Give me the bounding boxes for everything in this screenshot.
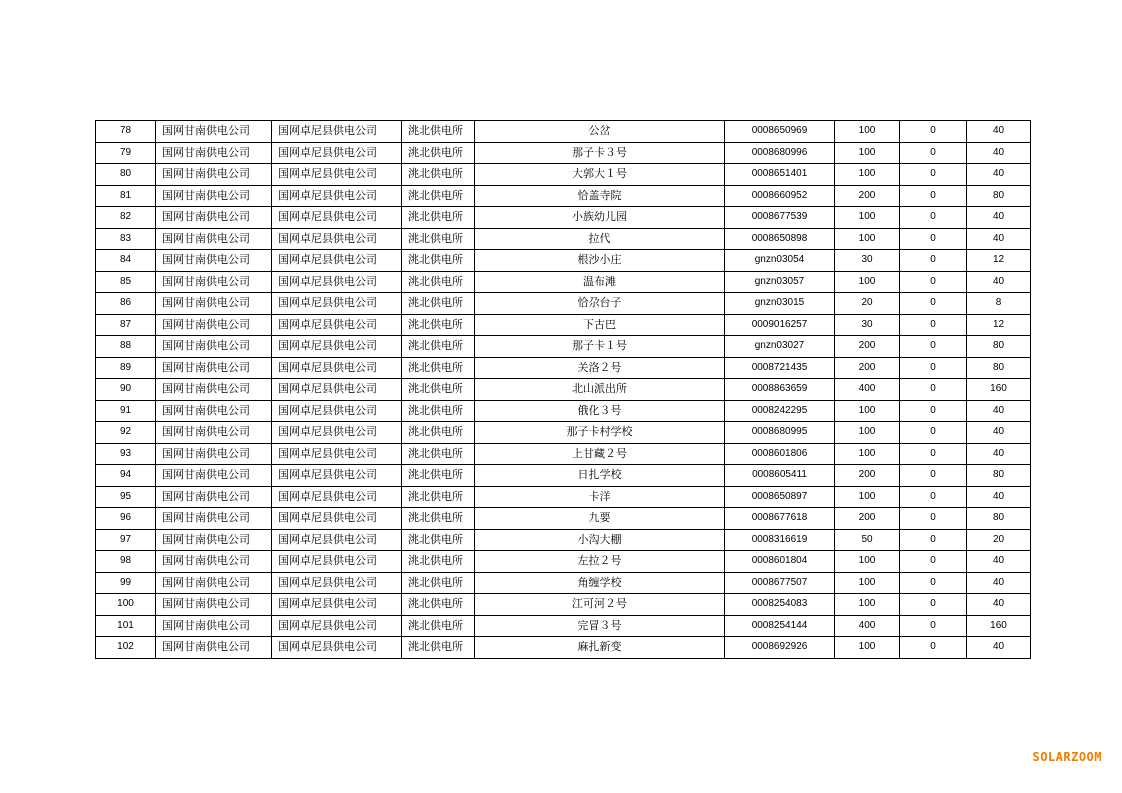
cell-row-index: 99 bbox=[96, 572, 156, 594]
cell-capacity: 200 bbox=[835, 357, 900, 379]
cell-province-company: 国网甘南供电公司 bbox=[156, 529, 272, 551]
cell-supply-station: 洮北供电所 bbox=[402, 250, 475, 272]
cell-supply-station: 洮北供电所 bbox=[402, 121, 475, 143]
cell-site-name: 那子卡３号 bbox=[475, 142, 725, 164]
table-row bbox=[96, 465, 1031, 487]
table-row bbox=[96, 529, 1031, 551]
cell-province-company: 国网甘南供电公司 bbox=[156, 486, 272, 508]
cell-supply-station: 洮北供电所 bbox=[402, 164, 475, 186]
cell-capacity: 100 bbox=[835, 271, 900, 293]
cell-capacity: 100 bbox=[835, 121, 900, 143]
cell-site-name: 温布滩 bbox=[475, 271, 725, 293]
table-row bbox=[96, 271, 1031, 293]
cell-province-company: 国网甘南供电公司 bbox=[156, 121, 272, 143]
table-row bbox=[96, 379, 1031, 401]
cell-meter-code: 0008650898 bbox=[725, 228, 835, 250]
cell-value-zero: 0 bbox=[900, 443, 967, 465]
cell-row-index: 94 bbox=[96, 465, 156, 487]
cell-capacity: 100 bbox=[835, 422, 900, 444]
cell-county-company: 国网卓尼县供电公司 bbox=[272, 314, 402, 336]
cell-province-company: 国网甘南供电公司 bbox=[156, 615, 272, 637]
cell-row-index: 102 bbox=[96, 637, 156, 659]
cell-capacity: 200 bbox=[835, 185, 900, 207]
cell-site-name: 北山派出所 bbox=[475, 379, 725, 401]
cell-province-company: 国网甘南供电公司 bbox=[156, 637, 272, 659]
cell-site-name: 关洛２号 bbox=[475, 357, 725, 379]
cell-amount: 40 bbox=[967, 271, 1031, 293]
cell-province-company: 国网甘南供电公司 bbox=[156, 250, 272, 272]
cell-site-name: 那子卡村学校 bbox=[475, 422, 725, 444]
cell-county-company: 国网卓尼县供电公司 bbox=[272, 164, 402, 186]
cell-meter-code: 0008677618 bbox=[725, 508, 835, 530]
cell-row-index: 100 bbox=[96, 594, 156, 616]
cell-amount: 40 bbox=[967, 142, 1031, 164]
cell-meter-code: 0008605411 bbox=[725, 465, 835, 487]
cell-amount: 80 bbox=[967, 508, 1031, 530]
cell-capacity: 30 bbox=[835, 250, 900, 272]
cell-county-company: 国网卓尼县供电公司 bbox=[272, 443, 402, 465]
cell-amount: 40 bbox=[967, 551, 1031, 573]
cell-value-zero: 0 bbox=[900, 271, 967, 293]
cell-value-zero: 0 bbox=[900, 250, 967, 272]
table-row bbox=[96, 615, 1031, 637]
cell-supply-station: 洮北供电所 bbox=[402, 443, 475, 465]
cell-supply-station: 洮北供电所 bbox=[402, 228, 475, 250]
cell-row-index: 95 bbox=[96, 486, 156, 508]
cell-value-zero: 0 bbox=[900, 529, 967, 551]
cell-county-company: 国网卓尼县供电公司 bbox=[272, 271, 402, 293]
cell-amount: 80 bbox=[967, 465, 1031, 487]
table-row bbox=[96, 572, 1031, 594]
cell-value-zero: 0 bbox=[900, 314, 967, 336]
cell-capacity: 100 bbox=[835, 400, 900, 422]
cell-amount: 40 bbox=[967, 121, 1031, 143]
cell-meter-code: 0008721435 bbox=[725, 357, 835, 379]
cell-capacity: 400 bbox=[835, 379, 900, 401]
cell-supply-station: 洮北供电所 bbox=[402, 336, 475, 358]
cell-capacity: 100 bbox=[835, 637, 900, 659]
cell-value-zero: 0 bbox=[900, 379, 967, 401]
cell-province-company: 国网甘南供电公司 bbox=[156, 508, 272, 530]
cell-row-index: 89 bbox=[96, 357, 156, 379]
data-table bbox=[95, 120, 1031, 659]
cell-province-company: 国网甘南供电公司 bbox=[156, 293, 272, 315]
cell-meter-code: 0008254144 bbox=[725, 615, 835, 637]
cell-amount: 40 bbox=[967, 637, 1031, 659]
cell-supply-station: 洮北供电所 bbox=[402, 271, 475, 293]
table-row bbox=[96, 142, 1031, 164]
table-row bbox=[96, 443, 1031, 465]
cell-value-zero: 0 bbox=[900, 336, 967, 358]
cell-province-company: 国网甘南供电公司 bbox=[156, 336, 272, 358]
cell-meter-code: gnzn03054 bbox=[725, 250, 835, 272]
cell-site-name: 九要 bbox=[475, 508, 725, 530]
cell-capacity: 20 bbox=[835, 293, 900, 315]
cell-county-company: 国网卓尼县供电公司 bbox=[272, 207, 402, 229]
cell-amount: 40 bbox=[967, 228, 1031, 250]
cell-site-name: 完冒３号 bbox=[475, 615, 725, 637]
cell-meter-code: 0009016257 bbox=[725, 314, 835, 336]
cell-site-name: 角缠学校 bbox=[475, 572, 725, 594]
cell-province-company: 国网甘南供电公司 bbox=[156, 422, 272, 444]
cell-province-company: 国网甘南供电公司 bbox=[156, 400, 272, 422]
cell-supply-station: 洮北供电所 bbox=[402, 422, 475, 444]
cell-meter-code: 0008660952 bbox=[725, 185, 835, 207]
cell-amount: 40 bbox=[967, 443, 1031, 465]
cell-value-zero: 0 bbox=[900, 228, 967, 250]
cell-supply-station: 洮北供电所 bbox=[402, 400, 475, 422]
cell-site-name: 日扎学校 bbox=[475, 465, 725, 487]
cell-meter-code: 0008692926 bbox=[725, 637, 835, 659]
table-row bbox=[96, 594, 1031, 616]
cell-amount: 80 bbox=[967, 185, 1031, 207]
cell-capacity: 400 bbox=[835, 615, 900, 637]
cell-row-index: 93 bbox=[96, 443, 156, 465]
cell-amount: 40 bbox=[967, 594, 1031, 616]
cell-province-company: 国网甘南供电公司 bbox=[156, 551, 272, 573]
cell-amount: 40 bbox=[967, 400, 1031, 422]
cell-amount: 40 bbox=[967, 422, 1031, 444]
cell-site-name: 恰尕台子 bbox=[475, 293, 725, 315]
cell-province-company: 国网甘南供电公司 bbox=[156, 572, 272, 594]
cell-row-index: 86 bbox=[96, 293, 156, 315]
cell-supply-station: 洮北供电所 bbox=[402, 594, 475, 616]
cell-value-zero: 0 bbox=[900, 293, 967, 315]
cell-province-company: 国网甘南供电公司 bbox=[156, 207, 272, 229]
cell-meter-code: 0008680995 bbox=[725, 422, 835, 444]
cell-county-company: 国网卓尼县供电公司 bbox=[272, 594, 402, 616]
cell-capacity: 100 bbox=[835, 443, 900, 465]
cell-row-index: 92 bbox=[96, 422, 156, 444]
cell-value-zero: 0 bbox=[900, 486, 967, 508]
cell-province-company: 国网甘南供电公司 bbox=[156, 142, 272, 164]
cell-county-company: 国网卓尼县供电公司 bbox=[272, 357, 402, 379]
cell-capacity: 100 bbox=[835, 572, 900, 594]
cell-county-company: 国网卓尼县供电公司 bbox=[272, 379, 402, 401]
cell-row-index: 81 bbox=[96, 185, 156, 207]
cell-capacity: 100 bbox=[835, 228, 900, 250]
cell-county-company: 国网卓尼县供电公司 bbox=[272, 400, 402, 422]
table-row bbox=[96, 293, 1031, 315]
cell-row-index: 87 bbox=[96, 314, 156, 336]
cell-meter-code: 0008601806 bbox=[725, 443, 835, 465]
cell-capacity: 100 bbox=[835, 551, 900, 573]
cell-amount: 40 bbox=[967, 486, 1031, 508]
cell-meter-code: 0008316619 bbox=[725, 529, 835, 551]
cell-capacity: 100 bbox=[835, 164, 900, 186]
cell-amount: 160 bbox=[967, 379, 1031, 401]
cell-value-zero: 0 bbox=[900, 142, 967, 164]
cell-meter-code: gnzn03027 bbox=[725, 336, 835, 358]
cell-capacity: 200 bbox=[835, 465, 900, 487]
cell-site-name: 左拉２号 bbox=[475, 551, 725, 573]
cell-province-company: 国网甘南供电公司 bbox=[156, 379, 272, 401]
cell-county-company: 国网卓尼县供电公司 bbox=[272, 250, 402, 272]
cell-supply-station: 洮北供电所 bbox=[402, 615, 475, 637]
cell-value-zero: 0 bbox=[900, 615, 967, 637]
cell-province-company: 国网甘南供电公司 bbox=[156, 465, 272, 487]
cell-meter-code: 0008601804 bbox=[725, 551, 835, 573]
cell-value-zero: 0 bbox=[900, 121, 967, 143]
cell-amount: 160 bbox=[967, 615, 1031, 637]
cell-site-name: 江可河２号 bbox=[475, 594, 725, 616]
cell-province-company: 国网甘南供电公司 bbox=[156, 228, 272, 250]
cell-meter-code: gnzn03015 bbox=[725, 293, 835, 315]
table-row bbox=[96, 121, 1031, 143]
cell-meter-code: 0008651401 bbox=[725, 164, 835, 186]
cell-site-name: 恰盖寺院 bbox=[475, 185, 725, 207]
cell-capacity: 30 bbox=[835, 314, 900, 336]
cell-value-zero: 0 bbox=[900, 185, 967, 207]
cell-province-company: 国网甘南供电公司 bbox=[156, 271, 272, 293]
cell-province-company: 国网甘南供电公司 bbox=[156, 594, 272, 616]
cell-supply-station: 洮北供电所 bbox=[402, 465, 475, 487]
table-row bbox=[96, 164, 1031, 186]
cell-amount: 12 bbox=[967, 250, 1031, 272]
cell-site-name: 麻扎新变 bbox=[475, 637, 725, 659]
table-body bbox=[96, 121, 1031, 659]
cell-supply-station: 洮北供电所 bbox=[402, 508, 475, 530]
cell-value-zero: 0 bbox=[900, 164, 967, 186]
cell-site-name: 小族幼儿园 bbox=[475, 207, 725, 229]
cell-province-company: 国网甘南供电公司 bbox=[156, 443, 272, 465]
cell-site-name: 上甘藏２号 bbox=[475, 443, 725, 465]
table-row bbox=[96, 207, 1031, 229]
cell-capacity: 100 bbox=[835, 207, 900, 229]
table-row bbox=[96, 486, 1031, 508]
cell-site-name: 那子卡１号 bbox=[475, 336, 725, 358]
cell-site-name: 小沟大棚 bbox=[475, 529, 725, 551]
cell-province-company: 国网甘南供电公司 bbox=[156, 357, 272, 379]
cell-supply-station: 洮北供电所 bbox=[402, 551, 475, 573]
cell-meter-code: 0008863659 bbox=[725, 379, 835, 401]
table-row bbox=[96, 551, 1031, 573]
cell-county-company: 国网卓尼县供电公司 bbox=[272, 572, 402, 594]
cell-row-index: 83 bbox=[96, 228, 156, 250]
cell-meter-code: 0008650897 bbox=[725, 486, 835, 508]
cell-county-company: 国网卓尼县供电公司 bbox=[272, 422, 402, 444]
cell-value-zero: 0 bbox=[900, 422, 967, 444]
cell-amount: 8 bbox=[967, 293, 1031, 315]
cell-row-index: 84 bbox=[96, 250, 156, 272]
cell-row-index: 88 bbox=[96, 336, 156, 358]
cell-value-zero: 0 bbox=[900, 551, 967, 573]
cell-value-zero: 0 bbox=[900, 572, 967, 594]
cell-row-index: 79 bbox=[96, 142, 156, 164]
cell-supply-station: 洮北供电所 bbox=[402, 142, 475, 164]
cell-site-name: 下古巴 bbox=[475, 314, 725, 336]
cell-site-name: 公岔 bbox=[475, 121, 725, 143]
cell-county-company: 国网卓尼县供电公司 bbox=[272, 529, 402, 551]
cell-supply-station: 洮北供电所 bbox=[402, 314, 475, 336]
cell-row-index: 85 bbox=[96, 271, 156, 293]
cell-value-zero: 0 bbox=[900, 400, 967, 422]
table-row bbox=[96, 185, 1031, 207]
cell-site-name: 大郭大１号 bbox=[475, 164, 725, 186]
cell-county-company: 国网卓尼县供电公司 bbox=[272, 228, 402, 250]
cell-county-company: 国网卓尼县供电公司 bbox=[272, 293, 402, 315]
cell-capacity: 100 bbox=[835, 486, 900, 508]
cell-value-zero: 0 bbox=[900, 207, 967, 229]
cell-county-company: 国网卓尼县供电公司 bbox=[272, 142, 402, 164]
cell-county-company: 国网卓尼县供电公司 bbox=[272, 486, 402, 508]
cell-amount: 40 bbox=[967, 164, 1031, 186]
cell-meter-code: 0008677507 bbox=[725, 572, 835, 594]
cell-site-name: 俄化３号 bbox=[475, 400, 725, 422]
cell-supply-station: 洮北供电所 bbox=[402, 357, 475, 379]
cell-county-company: 国网卓尼县供电公司 bbox=[272, 121, 402, 143]
cell-capacity: 50 bbox=[835, 529, 900, 551]
table-row bbox=[96, 357, 1031, 379]
cell-row-index: 96 bbox=[96, 508, 156, 530]
cell-supply-station: 洮北供电所 bbox=[402, 379, 475, 401]
cell-province-company: 国网甘南供电公司 bbox=[156, 314, 272, 336]
cell-meter-code: 0008650969 bbox=[725, 121, 835, 143]
cell-site-name: 拉代 bbox=[475, 228, 725, 250]
cell-amount: 20 bbox=[967, 529, 1031, 551]
cell-value-zero: 0 bbox=[900, 465, 967, 487]
table-row bbox=[96, 228, 1031, 250]
cell-capacity: 100 bbox=[835, 594, 900, 616]
table-row bbox=[96, 422, 1031, 444]
cell-supply-station: 洮北供电所 bbox=[402, 486, 475, 508]
cell-county-company: 国网卓尼县供电公司 bbox=[272, 508, 402, 530]
cell-row-index: 82 bbox=[96, 207, 156, 229]
table-row bbox=[96, 250, 1031, 272]
cell-value-zero: 0 bbox=[900, 637, 967, 659]
cell-amount: 40 bbox=[967, 207, 1031, 229]
cell-row-index: 97 bbox=[96, 529, 156, 551]
cell-county-company: 国网卓尼县供电公司 bbox=[272, 637, 402, 659]
cell-supply-station: 洮北供电所 bbox=[402, 529, 475, 551]
cell-row-index: 91 bbox=[96, 400, 156, 422]
cell-row-index: 90 bbox=[96, 379, 156, 401]
cell-meter-code: gnzn03057 bbox=[725, 271, 835, 293]
cell-capacity: 100 bbox=[835, 142, 900, 164]
cell-value-zero: 0 bbox=[900, 594, 967, 616]
table-row bbox=[96, 336, 1031, 358]
cell-county-company: 国网卓尼县供电公司 bbox=[272, 185, 402, 207]
cell-amount: 80 bbox=[967, 336, 1031, 358]
cell-row-index: 78 bbox=[96, 121, 156, 143]
cell-province-company: 国网甘南供电公司 bbox=[156, 164, 272, 186]
table-row bbox=[96, 637, 1031, 659]
cell-meter-code: 0008254083 bbox=[725, 594, 835, 616]
cell-meter-code: 0008242295 bbox=[725, 400, 835, 422]
cell-site-name: 根沙小庄 bbox=[475, 250, 725, 272]
cell-amount: 12 bbox=[967, 314, 1031, 336]
cell-county-company: 国网卓尼县供电公司 bbox=[272, 615, 402, 637]
watermark-logo: SOLARZOOM bbox=[1032, 750, 1102, 764]
table-row bbox=[96, 508, 1031, 530]
cell-capacity: 200 bbox=[835, 336, 900, 358]
cell-row-index: 98 bbox=[96, 551, 156, 573]
cell-row-index: 101 bbox=[96, 615, 156, 637]
cell-value-zero: 0 bbox=[900, 357, 967, 379]
cell-county-company: 国网卓尼县供电公司 bbox=[272, 465, 402, 487]
cell-site-name: 卡洋 bbox=[475, 486, 725, 508]
cell-supply-station: 洮北供电所 bbox=[402, 207, 475, 229]
cell-supply-station: 洮北供电所 bbox=[402, 637, 475, 659]
cell-meter-code: 0008680996 bbox=[725, 142, 835, 164]
cell-capacity: 200 bbox=[835, 508, 900, 530]
table-row bbox=[96, 400, 1031, 422]
table-row bbox=[96, 314, 1031, 336]
cell-amount: 40 bbox=[967, 572, 1031, 594]
cell-supply-station: 洮北供电所 bbox=[402, 572, 475, 594]
cell-supply-station: 洮北供电所 bbox=[402, 293, 475, 315]
cell-supply-station: 洮北供电所 bbox=[402, 185, 475, 207]
cell-amount: 80 bbox=[967, 357, 1031, 379]
cell-meter-code: 0008677539 bbox=[725, 207, 835, 229]
cell-province-company: 国网甘南供电公司 bbox=[156, 185, 272, 207]
cell-county-company: 国网卓尼县供电公司 bbox=[272, 551, 402, 573]
cell-value-zero: 0 bbox=[900, 508, 967, 530]
cell-county-company: 国网卓尼县供电公司 bbox=[272, 336, 402, 358]
cell-row-index: 80 bbox=[96, 164, 156, 186]
